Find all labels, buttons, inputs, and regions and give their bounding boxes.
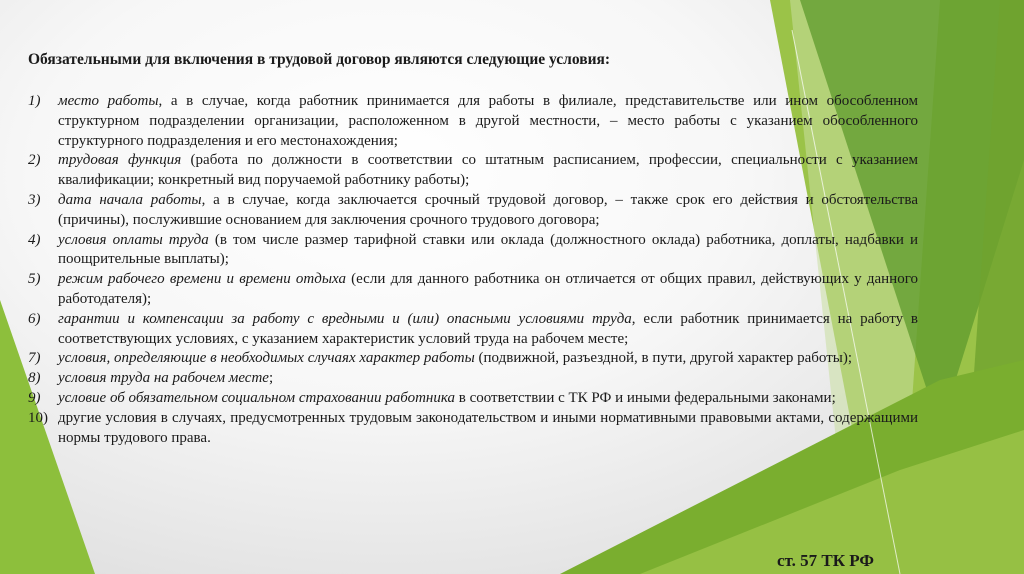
item-number: 6): [28, 310, 41, 327]
item-body: [58, 389, 918, 409]
item-number: 5): [28, 271, 41, 288]
item-number: 3): [28, 191, 41, 208]
item-body: [58, 231, 918, 271]
item-number: 4): [28, 231, 41, 248]
item-text: (работа по должности в соответствии со штатным расписанием, профессии, специальности с указанием квалификации; конкретный вид поручаемой работнику работы);: [58, 152, 918, 189]
item-text: , если работник принимается на работу в соответствующих условиях, с указанием характеристик условий труда на рабочем месте;: [58, 310, 918, 347]
item-number: 1): [28, 93, 41, 109]
item-term: условия оплаты труда: [58, 231, 209, 248]
conditions-list: [28, 92, 918, 448]
list-item: [28, 369, 918, 389]
list-item: [28, 389, 918, 409]
item-text: (в том числе размер тарифной ставки или оклада (должностного оклада) работника, доплаты, надбавки и поощрительные выплаты);: [58, 231, 919, 268]
item-body: [58, 369, 918, 389]
list-item: [28, 349, 918, 369]
item-term: трудовая функция: [58, 152, 182, 169]
content: [28, 50, 918, 448]
list-item: [28, 270, 918, 310]
source-reference: ст. 57 ТК РФ: [777, 551, 874, 570]
item-body: [58, 191, 918, 231]
item-text: (если для данного работника он отличается от общих правил, действующих у данного работодателя);: [58, 271, 918, 307]
item-number: 9): [28, 389, 41, 406]
item-body: [58, 409, 918, 449]
item-number: 8): [28, 370, 41, 387]
item-text: в соответствии с ТК РФ и иными федеральными законами;: [455, 389, 836, 406]
item-term: гарантии и компенсации за работу с вредными и (или) опасными условиями труда: [58, 310, 632, 327]
list-item: [28, 409, 918, 449]
item-term: место работы: [58, 93, 159, 109]
item-term: условие об обязательном социальном страховании работника: [58, 389, 456, 406]
list-item: [28, 92, 918, 151]
item-term: режим рабочего времени и времени отдыха: [58, 271, 346, 288]
item-text: другие условия в случаях, предусмотренных трудовым законодательством и иными нормативными правовыми актами, содержащими нормы трудового права.: [58, 409, 918, 446]
item-term: условия труда на рабочем месте: [58, 370, 269, 387]
item-text: , а в случае, когда заключается срочный трудовой договор, – также срок его действия и обстоятельства (причины), послужившие основанием для заключения срочного трудового договора;: [58, 191, 918, 228]
item-body: [58, 349, 918, 369]
item-term: дата начала работы: [58, 191, 202, 208]
item-text: (подвижной, разъездной, в пути, другой характер работы);: [474, 350, 853, 367]
item-text: ;: [268, 370, 274, 387]
list-item: [28, 151, 918, 191]
item-body: [58, 310, 918, 350]
slide-title: Обязательными для включения в трудовой договор являются следующие условия:: [28, 51, 611, 68]
list-item: [28, 191, 918, 231]
list-item: [28, 231, 918, 271]
item-number: 2): [28, 152, 41, 169]
item-body: [58, 151, 918, 191]
item-number: 10): [28, 409, 48, 426]
item-body: [58, 92, 918, 151]
item-body: [58, 270, 918, 310]
item-term: условия, определяющие в необходимых случаях характер работы: [58, 350, 475, 367]
item-number: 7): [28, 350, 41, 367]
list-item: [28, 310, 918, 350]
item-text: , а в случае, когда работник принимается для работы в филиале, представительстве или ином обособленном структурном подразделении организации, расположенном в другой местности, – место работы с указанием обособленного структурного подразделения и его местонахождения;: [58, 93, 918, 149]
